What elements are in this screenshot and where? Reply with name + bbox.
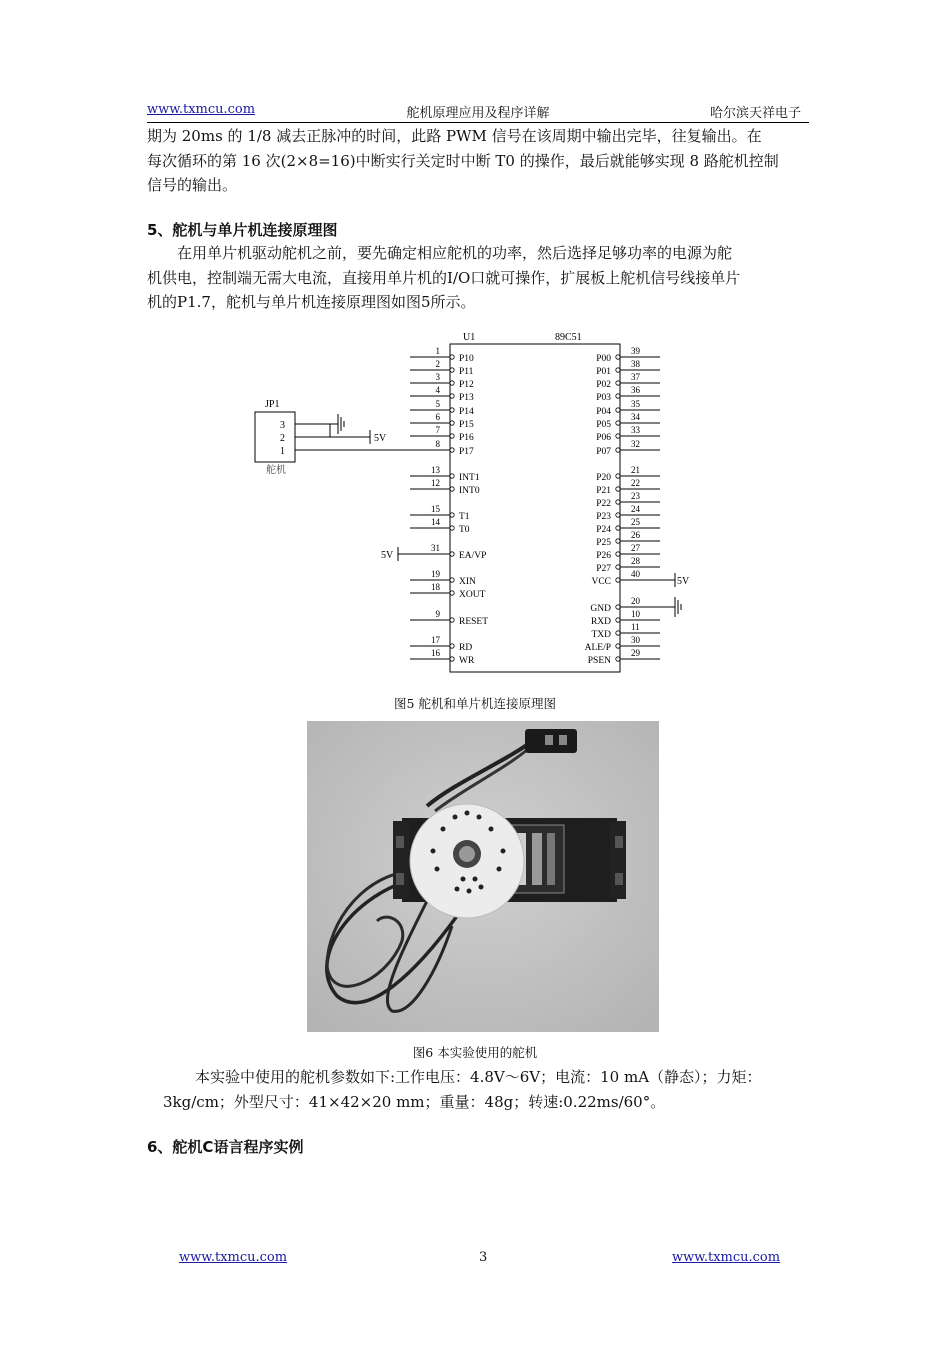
u1-label: U1: [463, 332, 476, 343]
figure-5-caption: 图5 舵机和单片机连接原理图: [394, 696, 556, 711]
pin-number: 28: [631, 556, 640, 566]
pin-name: RESET: [459, 617, 489, 627]
pin-name: P06: [596, 433, 611, 443]
pin-number: 2: [435, 359, 440, 369]
pin-name: XOUT: [459, 590, 486, 600]
pin-name: RXD: [590, 617, 611, 627]
pin-number: 5: [435, 399, 440, 409]
pin-name: INT1: [459, 473, 480, 483]
pin-name: P01: [596, 367, 611, 377]
pin-number: 38: [631, 359, 640, 369]
pin-name: P21: [596, 486, 611, 496]
servo-photo: [307, 721, 659, 1032]
pin-number: 36: [631, 385, 640, 395]
header-link[interactable]: www.txmcu.com: [147, 102, 256, 117]
pin-number: 23: [631, 491, 640, 501]
pin-number: 13: [431, 465, 440, 475]
text-line: 在用单片机驱动舵机之前，要先确定相应舵机的功率，然后选择足够功率的电源为舵: [177, 244, 733, 262]
pin-number: 20: [631, 596, 640, 606]
pin-name: P03: [596, 393, 611, 403]
params-paragraph: [163, 1065, 823, 1114]
pin-name: P25: [596, 538, 611, 548]
pin-name: P20: [596, 473, 611, 483]
pin-number: 29: [631, 648, 640, 658]
pin-name: ALE/P: [584, 643, 611, 653]
pin-number: 16: [431, 648, 440, 658]
servo-illustration: [307, 721, 659, 1032]
pin-number: 9: [435, 609, 440, 619]
pin-name: P17: [459, 447, 474, 457]
pin-name: P27: [596, 564, 611, 574]
5v-label-ea: 5V: [381, 550, 394, 561]
pin-name: P00: [596, 354, 611, 364]
jp1-pin-2: 2: [280, 433, 285, 444]
section-6-heading: 6、舵机C语言程序实例: [147, 1138, 304, 1156]
text-line: 本实验中使用的舵机参数如下:工作电压：4.8V～6V；电流：10 mA（静态）；力矩：: [195, 1068, 762, 1086]
pin-name: P11: [459, 367, 474, 377]
text-line: 3kg/cm；外型尺寸：41×42×20 mm；重量：48g；转速:0.22ms/60°。: [163, 1092, 666, 1111]
pin-name: P15: [459, 420, 474, 430]
jp1-pin-1: 1: [280, 446, 285, 457]
text-line: 机的P1.7，舵机与单片机连接原理图如图5所示。: [147, 293, 476, 311]
pin-name: P04: [596, 407, 611, 417]
header-title: 舵机原理应用及程序详解: [406, 106, 550, 121]
section-5-heading: 5、舵机与单片机连接原理图: [147, 221, 338, 239]
pin-number: 25: [631, 517, 640, 527]
pin-number: 34: [631, 412, 640, 422]
footer-link-left[interactable]: www.txmcu.com: [179, 1250, 288, 1265]
pin-name: XIN: [459, 577, 476, 587]
pin-number: 39: [631, 346, 640, 356]
pin-name: P12: [459, 380, 474, 390]
pin-number: 12: [431, 478, 440, 488]
text-line: 期为 20ms 的 1/8 减去正脉冲的时间，此路 PWM 信号在该周期中输出完毕，往复输出。在: [147, 127, 762, 145]
pin-number: 21: [631, 465, 640, 475]
pin-name: P24: [596, 525, 611, 535]
text-line: 机供电，控制端无需大电流，直接用单片机的I/O口就可操作，扩展板上舵机信号线接单片: [147, 268, 741, 287]
chip-label: 89C51: [555, 332, 582, 343]
pin-number: 11: [631, 622, 640, 632]
header-company: 哈尔滨天祥电子: [709, 106, 801, 121]
pin-name: EA/VP: [459, 551, 487, 561]
pin-number: 33: [631, 425, 640, 435]
page-number: 3: [479, 1250, 488, 1265]
servo-label: 舵机: [266, 465, 286, 476]
pin-number: 32: [631, 439, 640, 449]
pin-name: P16: [459, 433, 474, 443]
pin-number: 18: [431, 582, 440, 592]
pin-name: P14: [459, 407, 474, 417]
pin-number: 30: [631, 635, 640, 645]
pin-name: TXD: [591, 630, 611, 640]
pin-name: P26: [596, 551, 611, 561]
text-line: 每次循环的第 16 次(2×8=16)中断实行关定时中断 T0 的操作，最后就能够实现 8 路舵机控制: [147, 151, 779, 170]
pin-number: 6: [435, 412, 440, 422]
pin-number: 1: [435, 346, 440, 356]
5v-label-vcc: 5V: [677, 576, 690, 587]
text-line: 信号的输出。: [147, 176, 238, 194]
pin-number: 31: [431, 543, 440, 553]
pin-number: 4: [435, 385, 440, 395]
pin-name: WR: [459, 656, 475, 666]
pin-number: 37: [631, 372, 640, 382]
5v-label-jp: 5V: [374, 433, 387, 444]
pin-number: 7: [435, 425, 440, 435]
pin-name: RD: [459, 643, 473, 653]
pin-number: 17: [431, 635, 440, 645]
pin-name: P13: [459, 393, 474, 403]
pin-name: P22: [596, 499, 611, 509]
jp1-pin-3: 3: [280, 420, 285, 431]
pin-name: P07: [596, 447, 611, 457]
figure-6-caption: 图6 本实验使用的舵机: [412, 1045, 538, 1060]
pin-number: 40: [631, 569, 640, 579]
pin-name: T0: [459, 525, 470, 535]
pin-name: T1: [459, 512, 470, 522]
pin-number: 10: [631, 609, 640, 619]
pin-number: 8: [435, 439, 440, 449]
pin-number: 3: [435, 372, 440, 382]
pin-number: 26: [631, 530, 640, 540]
pin-name: P02: [596, 380, 611, 390]
pin-name: GND: [590, 604, 611, 614]
footer-link-right[interactable]: www.txmcu.com: [672, 1250, 781, 1265]
pin-name: P10: [459, 354, 474, 364]
pin-number: 22: [631, 478, 640, 488]
pin-name: P05: [596, 420, 611, 430]
pin-number: 14: [431, 517, 440, 527]
jp1-connector: [255, 412, 295, 462]
pin-number: 19: [431, 569, 440, 579]
pin-number: 15: [431, 504, 440, 514]
pin-name: PSEN: [587, 656, 611, 666]
pin-number: 24: [631, 504, 640, 514]
jp1-label: JP1: [265, 399, 280, 410]
pin-name: P23: [596, 512, 611, 522]
pin-name: VCC: [591, 577, 611, 587]
pin-number: 27: [631, 543, 640, 553]
pin-name: INT0: [459, 486, 480, 496]
pin-number: 35: [631, 399, 640, 409]
